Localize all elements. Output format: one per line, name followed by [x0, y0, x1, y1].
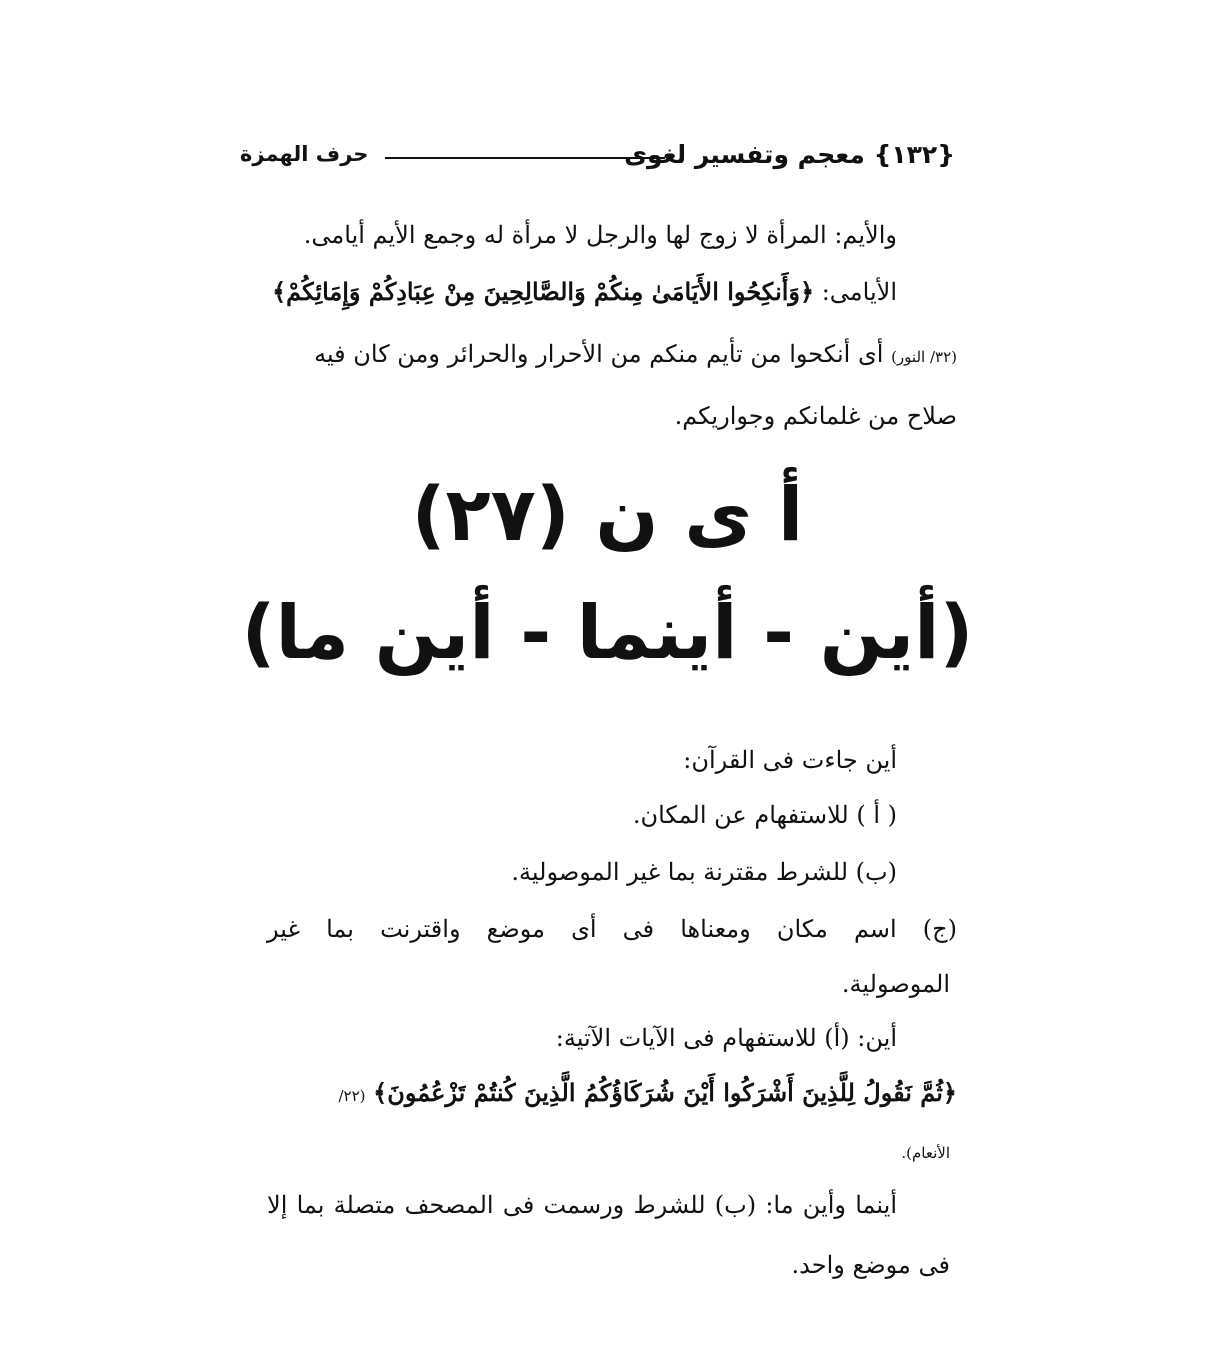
verse-lead: الأيامى: — [821, 278, 897, 306]
aynama-line: أينما وأين ما: (ب) للشرط ورسمت فى المصحف متصلة بما إلا — [267, 1191, 897, 1219]
usage-item-a: ( أ ) للاستفهام عن المكان. — [632, 801, 897, 829]
verse-reference-end: الأنعام). — [901, 1144, 950, 1162]
verse-line — [272, 272, 897, 312]
usage-item-c: (ج) اسم مكان ومعناها فى أى موضع واقترنت بما غير — [267, 915, 957, 943]
page-header — [230, 140, 955, 180]
quran-verse: ﴿وَأَنكِحُوا الأَيَامَىٰ مِنكُمْ وَالصَّالِحِينَ مِنْ عِبَادِكُمْ وَإِمَائِكُمْ﴾ — [272, 277, 815, 306]
explanation-text: أى أنكحوا من تأيم منكم من الأحرار والحرائر ومن كان فيه — [314, 340, 884, 368]
verse-reference: (٣٢/ النور) — [891, 348, 957, 366]
forms-heading: (أين - أينما - أين ما) — [241, 590, 974, 676]
usage-item-b: (ب) للشرط مقترنة بما غير الموصولية. — [511, 858, 897, 886]
definition-line: والأيم: المرأة لا زوج لها والرجل لا مرأة له وجمع الأيم أيامى. — [303, 221, 897, 249]
usage-intro: أين جاءت فى القرآن: — [683, 746, 897, 774]
interrogative-heading: أين: (أ) للاستفهام فى الآيات الآتية: — [555, 1024, 897, 1052]
root-heading: أ ى ن (٢٧) — [411, 472, 804, 558]
explanation-continued: صلاح من غلمانكم وجواريكم. — [674, 402, 957, 430]
explanation-line — [314, 334, 957, 377]
quran-verse: ﴿ثُمَّ نَقُولُ لِلَّذِينَ أَشْرَكُوا أَيْنَ شُرَكَاؤُكُمُ الَّذِينَ كُنتُمْ تَزْعُمُونَ﴾ — [373, 1078, 957, 1107]
verse-reference: (٢٢/ — [338, 1087, 366, 1105]
aynama-line-continued: فى موضع واحد. — [791, 1251, 950, 1279]
usage-item-c-continued: الموصولية. — [841, 970, 950, 998]
page-number-and-book-title: {١٣٢} معجم وتفسير لغوى — [624, 140, 955, 169]
section-title: حرف الهمزة — [240, 142, 369, 166]
header-rule — [385, 157, 665, 159]
example-verse-line — [338, 1073, 957, 1116]
